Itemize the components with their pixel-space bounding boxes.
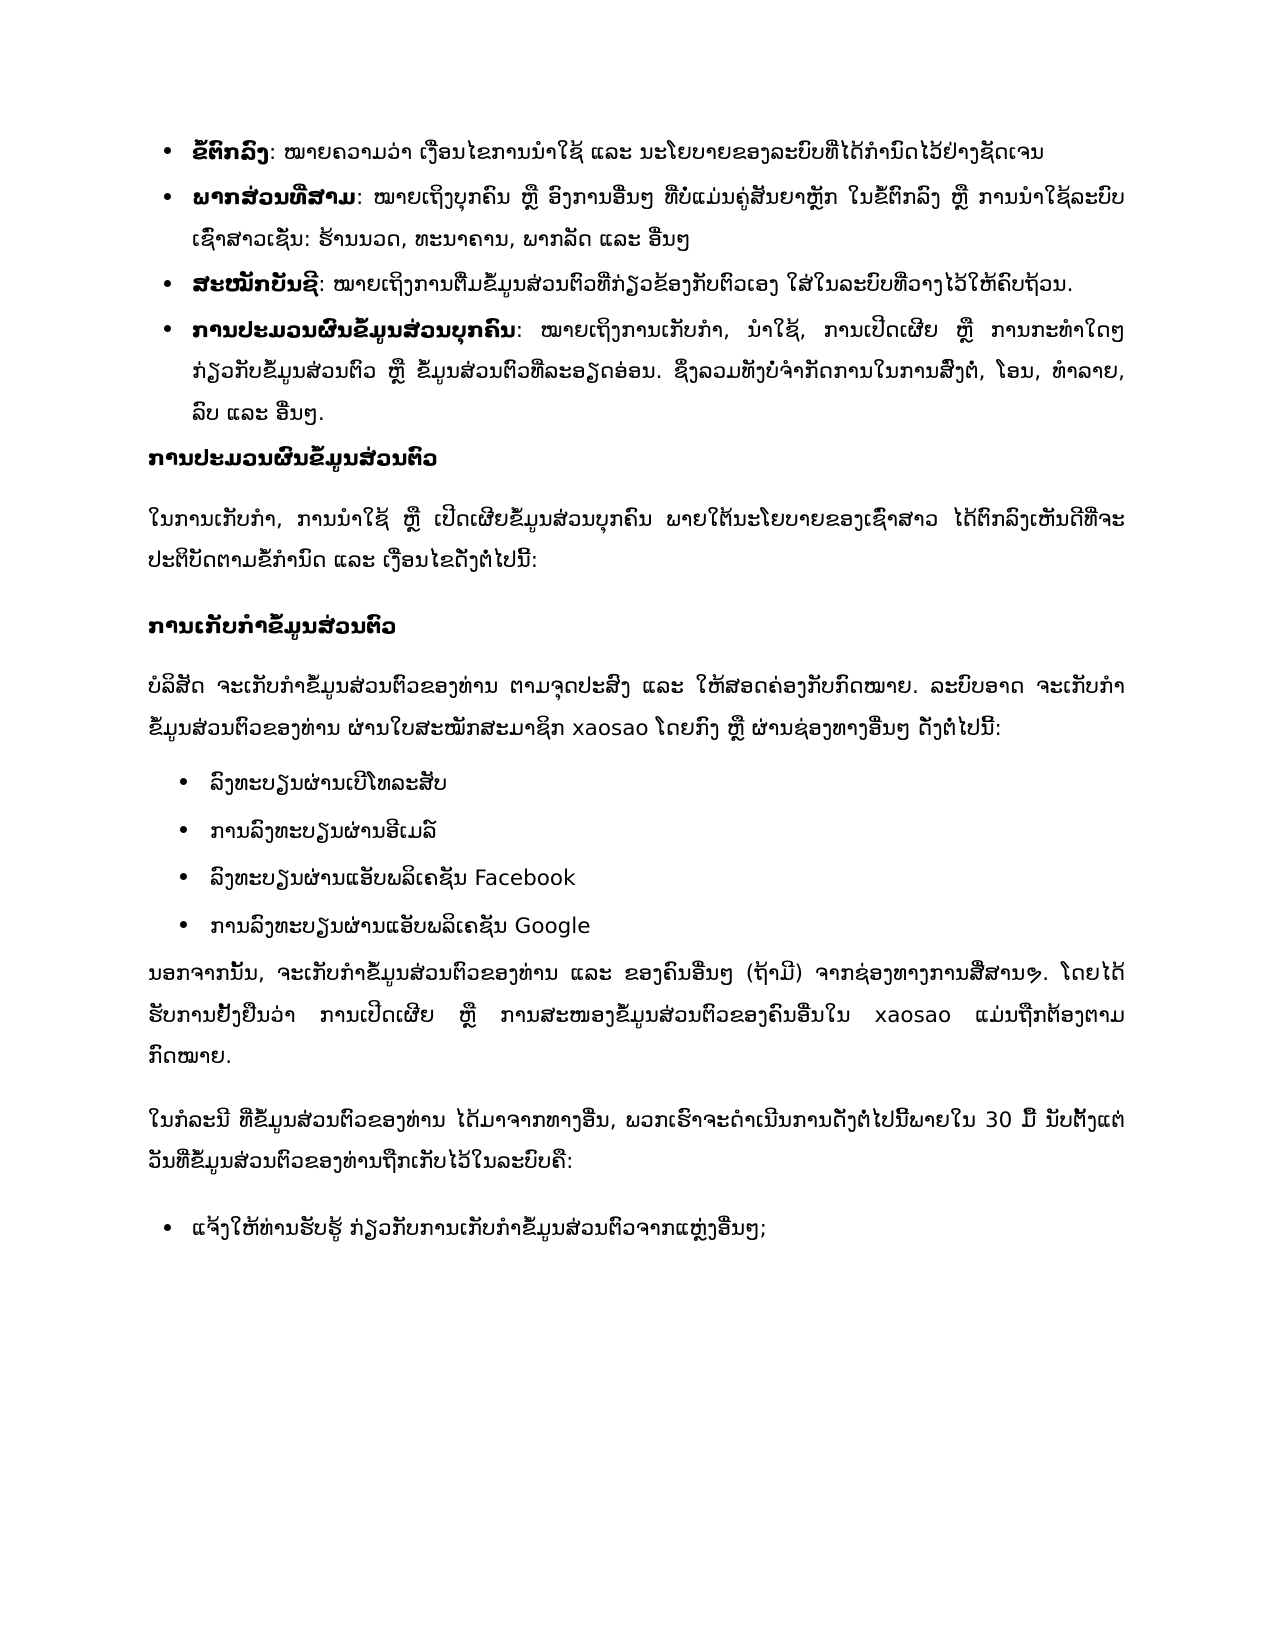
definition-body: ໝາຍເຖິງບຸກຄົນ ຫຼື ອົງການອື່ນໆ ທີ່ບໍ່ແມ່ນຄູ່ສັນຍາຫຼັກ ໃນຂໍ້ຕົກລົງ ຫຼື ການນຳໃຊ້ລະບົບເຊົ່າສາວເຊັ່ນ: ຮ້ານນວດ, ທະນາຄານ, ພາກລັດ ແລະ ອື່ນໆ — [192, 185, 1125, 252]
definition-body: ໝາຍເຖິງການຕື່ມຂໍ້ມູນສ່ວນຕົວທີ່ກ່ຽວຂ້ອງກັບຕົວເອງ ໃສ່ໃນລະບົບທີ່ວາງໄວ້ໃຫ້ຄົບຖ້ວນ. — [325, 272, 1074, 298]
section-heading-collection: ການເກັບກຳຂໍ້ມູນສ່ວນຕົວ — [148, 613, 397, 639]
list-item — [148, 1208, 1125, 1249]
list-item — [148, 310, 1125, 434]
list-item — [148, 811, 1125, 852]
definition-separator: : — [318, 272, 326, 298]
definition-separator: : — [268, 140, 277, 165]
bullet-icon — [164, 325, 171, 332]
definition-separator: : — [515, 317, 524, 343]
bullet-icon — [180, 921, 187, 928]
list-item — [148, 264, 1125, 305]
section-paragraph-processing: ໃນການເກັບກຳ, ການນຳໃຊ້ ຫຼື ເປີດເຜີຍຂໍ້ມູນສ່ວນບຸກຄົນ ພາຍໃຕ້ນະໂຍບາຍຂອງເຊົ່າສາວ ໄດ້ຕົກລົງເຫັນດີທີ່ຈະປະຕິບັດຕາມຂໍ້ກຳນົດ ແລະ ເງື່ອນໄຂດັ່ງຕໍ່ໄປນີ້: — [148, 506, 1125, 574]
spacer — [148, 582, 1125, 602]
section-heading-processing: ການປະມວນຜົນຂໍ້ມູນສ່ວນຕົວ — [148, 446, 438, 472]
document-body — [148, 132, 1125, 1250]
definition-term: ຂໍ້ຕົກລົງ — [192, 140, 269, 165]
bullet-icon — [164, 280, 171, 287]
definition-body: ໝາຍເຖິງການເກັບກຳ, ນຳໃຊ້, ການເປີດເຜີຍ ຫຼື ການກະທຳໃດໆກ່ຽວກັບຂໍ້ມູນສ່ວນຕົວ ຫຼື ຂໍ້ມູນສ່ວນຕົວທີ່ລະອຽດອ່ອນ. ຊຶ່ງລວມທັງບໍ່ຈຳກັດການໃນການສົ່ງຕໍ່, ໂອນ, ທຳລາຍ, ລົບ ແລະ ອື່ນໆ. — [192, 317, 1125, 426]
list-item — [148, 763, 1125, 804]
registration-method-label: ລົງທະບຽນຜ່ານແອັບພລິເຄຊັນ Facebook — [210, 866, 576, 892]
bullet-icon — [164, 147, 171, 154]
definitions-list — [148, 132, 1125, 434]
definition-term: ສະໝັກບັນຊີ — [192, 272, 319, 298]
section-paragraph-collection: ບໍລິສັດ ຈະເກັບກຳຂໍ້ມູນສ່ວນຕົວຂອງທ່ານ ຕາມຈຸດປະສົງ ແລະ ໃຫ້ສອດຄ່ອງກັບກົດໝາຍ. ລະບົບອາດ ຈະເກັບກຳຂໍ້ມູນສ່ວນຕົວຂອງທ່ານ ຜ່ານໃບສະໝັກສະມາຊິກ xaosao ໂດຍກົງ ຫຼື ຜ່ານຊ່ອງທາງອື່ນໆ ດັ່ງຕໍ່ໄປນີ້: — [148, 674, 1125, 741]
definition-term: ພາກສ່ວນທີ່ສາມ — [192, 185, 356, 211]
bullet-icon — [164, 193, 171, 200]
definition-body: ໝາຍຄວາມວ່າ ເງື່ອນໄຂການນຳໃຊ້ ແລະ ນະໂຍບາຍຂອງລະບົບທີ່ໄດ້ກຳນົດໄວ້ຢ່າງຊັດເຈນ — [276, 140, 1045, 165]
list-item — [148, 906, 1125, 947]
list-item — [148, 132, 1125, 173]
registration-method-label: ການລົງທະບຽນຜ່ານອີເມລ໌ — [210, 818, 437, 844]
definition-term: ການປະມວນຜົນຂໍ້ມູນສ່ວນບຸກຄົນ — [192, 317, 516, 343]
bullet-icon — [180, 826, 187, 833]
registration-method-label: ລົງທະບຽນຜ່ານເບີໂທລະສັບ — [210, 771, 448, 797]
list-item — [148, 177, 1125, 260]
note-breach-notice: ໃນກໍລະນີ ທີ່ຂໍ້ມູນສ່ວນຕົວຂອງທ່ານ ໄດ້ມາຈາກທາງອື່ນ, ພວກເຮົາຈະດຳເນີນການດັ່ງຕໍ່ໄປນີ້ພາຍໃນ 30 ມື້ ນັບຕັ້ງແຕ່ວັນທີ່ຂໍ້ມູນສ່ວນຕົວຂອງທ່ານຖືກເກັບໄວ້ໃນລະບົບຄື: — [148, 1107, 1125, 1174]
list-item — [148, 858, 1125, 899]
definition-separator: : — [355, 185, 364, 211]
bullet-icon — [164, 1224, 171, 1231]
bullet-icon — [180, 873, 187, 880]
bullet-icon — [180, 778, 187, 785]
registration-methods-list — [148, 763, 1125, 947]
action-label: ແຈ້ງໃຫ້ທ່ານຮັບຮູ້ ກ່ຽວກັບການເກັບກຳຂໍ້ມູນສ່ວນຕົວຈາກແຫຼ່ງອື່ນໆ; — [192, 1216, 767, 1242]
registration-method-label: ການລົງທະບຽນຜ່ານແອັບພລິເຄຊັນ Google — [210, 913, 591, 939]
actions-list — [148, 1208, 1125, 1249]
note-after-methods: ນອກຈາກນັ້ນ, ຈະເກັບກຳຂໍ້ມູນສ່ວນຕົວຂອງທ່ານ ແລະ ຂອງຄົນອື່ນໆ (ຖ້າມີ) ຈາກຊ່ອງທາງການສື່ສານຯ. ໂດຍໄດ້ຮັບການຢັ້ງຢືນວ່າ ການເປີດເຜີຍ ຫຼື ການສະໜອງຂໍ້ມູນສ່ວນຕົວຂອງຄົນອື່ນໃນ xaosao ແມ່ນຖືກຕ້ອງຕາມກົດໝາຍ. — [148, 961, 1125, 1070]
